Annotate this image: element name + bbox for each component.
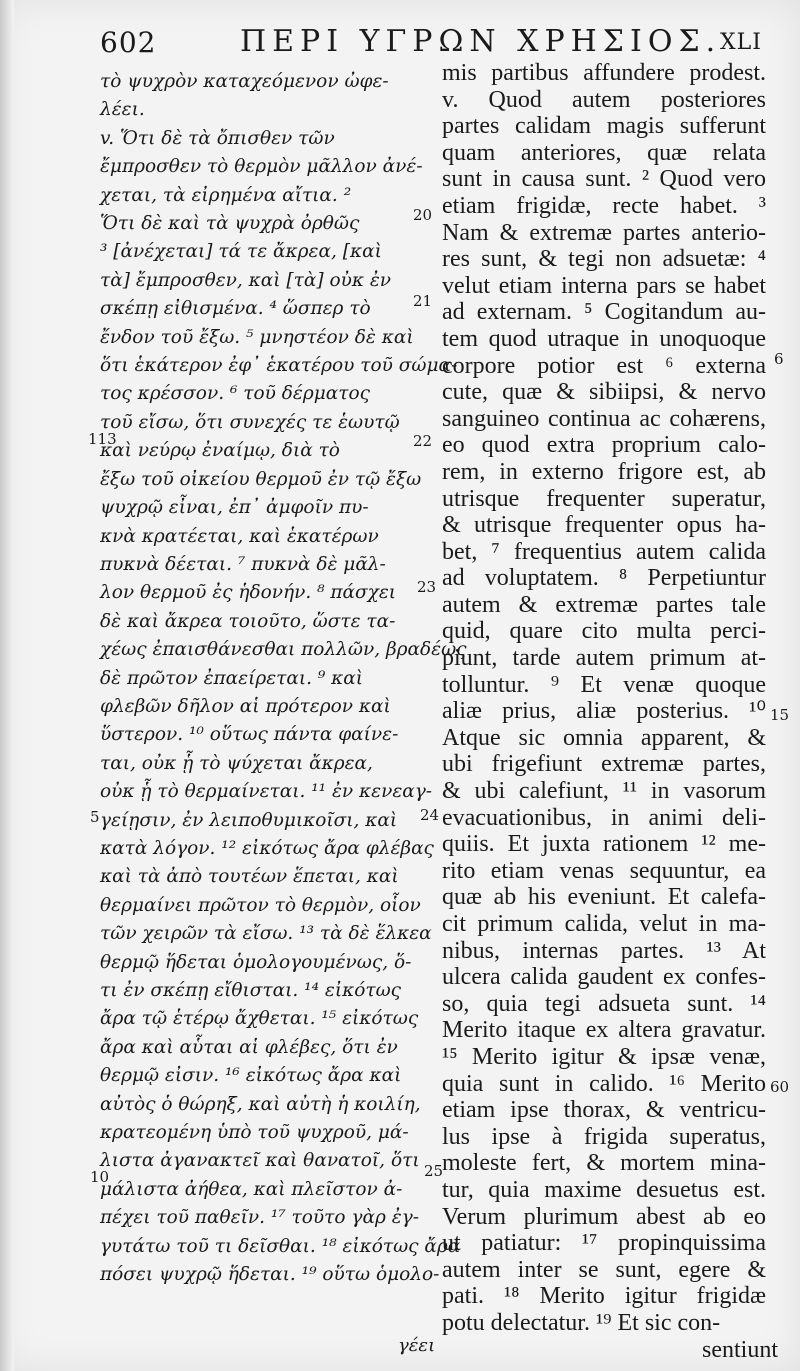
greek-text-line: ὕστερον. ¹⁰ οὕτως πάντα φαίνε-: [100, 724, 399, 746]
page-gutter-shadow: [0, 0, 14, 1371]
latin-text-line: quam anteriores, quæ relata: [442, 139, 766, 166]
latin-text-line: Merito itaque ex altera gravatur.: [442, 1017, 766, 1044]
running-title: ΠΕΡΙ ΥΓΡΩΝ ΧΡΗΣΙΟΣ.: [240, 24, 722, 59]
greek-text-line: θερμῷ ἥδεται ὁμολογουμένως, ὅ-: [100, 951, 412, 973]
greek-text-line: τὸ ψυχρὸν καταχεόμενον ὠφε-: [100, 71, 389, 92]
latin-text-line: ut patiatur: ¹⁷ propinquissima: [442, 1230, 766, 1257]
latin-text-line: aliæ prius, aliæ posterius. ¹⁰: [442, 698, 766, 725]
latin-text-line: rem, in externo frigore est, ab: [442, 458, 766, 485]
greek-text-line: τῶν χειρῶν τὰ εἴσω. ¹³ τὰ δὲ ἕλκεα: [100, 923, 432, 945]
latin-text-line: & utrisque frequenter opus ha-: [442, 512, 766, 539]
latin-text-line: bet, ⁷ frequentius autem calida: [442, 538, 766, 565]
greek-text-line: καὶ τὰ ἀπὸ τουτέων ἕπεται, καὶ: [100, 866, 399, 888]
latin-text-line: partes calidam magis sufferunt: [442, 113, 766, 140]
latin-text-line: quia sunt in calido. ¹⁶ Merito: [442, 1070, 766, 1097]
center-line-number: 25: [424, 1162, 444, 1180]
latin-text-line: quiis. Et juxta rationem ¹² me-: [442, 831, 766, 858]
latin-column: [442, 60, 766, 1337]
greek-text-line: ἄρα τῷ ἑτέρῳ ἄχθεται. ¹⁵ εἰκότως: [100, 1008, 419, 1030]
latin-text-line: potu delectatur. ¹⁹ Et sic con-: [442, 1309, 721, 1336]
right-margin-number: 6: [774, 350, 784, 368]
latin-text-line: rito etiam venas sequuntur, ea: [442, 857, 766, 884]
greek-text-line: φλεβῶν δῆλον αἱ πρότερον καὶ: [100, 695, 391, 717]
greek-text-line: ται, οὐκ ᾗ τὸ ψύχεται ἄκρεα,: [100, 752, 373, 774]
greek-text-line: κρατεομένη ὑπὸ τοῦ ψυχροῦ, μά-: [100, 1122, 409, 1144]
greek-text-line: γείῃσιν, ἐν λειποθυμικοῖσι, καὶ: [100, 809, 398, 831]
right-margin-number: 15: [770, 706, 790, 724]
greek-text-line: κατὰ λόγον. ¹² εἰκότως ἄρα φλέβας: [100, 837, 434, 859]
greek-text-line: χεται, τὰ εἰρημένα αἴτια. ²: [100, 184, 352, 206]
latin-text-line: nibus, internas partes. ¹³ At: [442, 937, 766, 964]
greek-text-line: ἔμπροσθεν τὸ θερμὸν μᾶλλον ἀνέ-: [100, 156, 423, 178]
greek-text-line: μάλιστα ἀήθεα, καὶ πλεῖστον ἀ-: [100, 1178, 403, 1200]
latin-text-line: piunt, tarde autem primum at-: [442, 645, 766, 672]
greek-text-line: δὲ πρῶτον ἐπαείρεται. ⁹ καὶ: [100, 667, 364, 689]
latin-text-line: res sunt, & tegi non adsuetæ: ⁴: [442, 246, 766, 273]
greek-margin-number: 113: [88, 430, 117, 448]
greek-text-line: οὐκ ᾗ τὸ θερμαίνεται. ¹¹ ἐν κενεαγ-: [100, 781, 433, 803]
latin-text-line: pati. ¹⁸ Merito igitur frigidæ: [442, 1283, 766, 1310]
greek-text-line: πόσει ψυχρῷ ἥδεται. ¹⁹ οὕτω ὁμολο-: [100, 1264, 440, 1286]
greek-text-line: θερμῷ εἰσιν. ¹⁶ εἰκότως ἄρα καὶ: [100, 1065, 402, 1087]
page-number: 602: [100, 26, 157, 59]
greek-text-line: ἔξω τοῦ οἰκείου θερμοῦ ἐν τῷ ἔξω: [100, 468, 422, 490]
greek-text-line: λέει.: [100, 99, 145, 121]
greek-text-line: θερμαίνει πρῶτον τὸ θερμὸν, οἷον: [100, 894, 421, 916]
latin-text-line: v. Quod autem posteriores: [442, 86, 766, 113]
latin-text-line: eo quod extra proprium calo-: [442, 432, 766, 459]
latin-text-line: tolluntur. ⁹ Et venæ quoque: [442, 671, 766, 698]
latin-text-line: mis partibus affundere prodest.: [442, 60, 766, 86]
latin-text-line: lus ipse à frigida superatus,: [442, 1123, 766, 1150]
latin-text-line: cit primum calida, velut in ma-: [442, 911, 766, 937]
greek-text-line: λιστα ἀγανακτεῖ καὶ θανατοῖ, ὅτι: [100, 1150, 420, 1172]
latin-text-line: sanguineo continua ac cohærens,: [442, 405, 766, 432]
greek-text-line: δὲ καὶ ἄκρεα τοιοῦτο, ὥστε τα-: [100, 610, 396, 632]
greek-catchword: γέει: [398, 1335, 436, 1356]
greek-text-line: γυτάτω τοῦ τι δεῖσθαι. ¹⁸ εἰκότως ἄρα: [100, 1235, 461, 1257]
latin-text-line: velut etiam interna pars se habet: [442, 272, 766, 299]
greek-text-line: v. Ὅτι δὲ τὰ ὄπισθεν τῶν: [100, 127, 335, 149]
signature-mark: XLI: [720, 30, 762, 55]
latin-text-line: evacuationibus, in animi deli-: [442, 804, 766, 831]
latin-text-line: tem quod utraque in unoquoque: [442, 325, 766, 352]
greek-text-line: Ὅτι δὲ καὶ τὰ ψυχρὰ ὀρθῶς: [100, 213, 360, 235]
latin-text-line: so, quia tegi adsueta sunt. ¹⁴: [442, 990, 766, 1017]
greek-text-line: χέως ἐπαισθάνεσθαι πολλῶν, βραδέως: [100, 639, 467, 661]
latin-catchword: sentiunt: [702, 1337, 778, 1363]
center-line-number: 21: [413, 292, 433, 310]
center-line-number: 24: [420, 806, 440, 824]
greek-margin-number: 5: [90, 808, 100, 826]
center-line-number: 23: [417, 578, 437, 596]
latin-text-line: ad externam. ⁵ Cogitandum au-: [442, 299, 766, 326]
greek-text-line: αὐτὸς ὁ θώρηξ, καὶ αὐτὴ ἡ κοιλίη,: [100, 1093, 421, 1115]
greek-text-line: πέχει τοῦ παθεῖν. ¹⁷ τοῦτο γὰρ ἐγ-: [100, 1207, 419, 1229]
greek-text-line: τι ἐν σκέπῃ εἴθισται. ¹⁴ εἰκότως: [100, 980, 402, 1001]
latin-text-line: ubi frigefiunt extremæ partes,: [442, 751, 766, 778]
greek-text-line: ³ [ἀνέχεται] τά τε ἄκρεα, [καὶ: [100, 241, 382, 263]
greek-text-line: ὅτι ἑκάτερον ἐφ᾽ ἑκατέρου τοῦ σώμα-: [100, 355, 458, 377]
greek-text-line: καὶ νεύρῳ ἐναίμῳ, διὰ τὸ: [100, 440, 340, 462]
greek-text-line: τὰ] ἔμπροσθεν, καὶ [τὰ] οὐκ ἐν: [100, 269, 392, 291]
greek-margin-number: 10: [90, 1168, 110, 1186]
latin-text-line: corpore potior est ⁶ externa: [442, 352, 766, 379]
center-line-number: 20: [413, 206, 433, 224]
latin-text-line: ad voluptatem. ⁸ Perpetiuntur: [442, 565, 766, 592]
latin-text-line: etiam frigidæ, recte habet. ³: [442, 192, 766, 219]
greek-text-line: ἄρα καὶ αὗται αἱ φλέβες, ὅτι ἐν: [100, 1036, 398, 1058]
greek-text-line: σκέπῃ εἰθισμένα. ⁴ ὥσπερ τὸ: [100, 298, 371, 320]
greek-text-line: τος κρέσσον. ⁶ τοῦ δέρματος: [100, 383, 370, 405]
latin-text-line: sunt in causa sunt. ² Quod vero: [442, 166, 766, 193]
latin-text-line: & ubi calefiunt, ¹¹ in vasorum: [442, 778, 766, 805]
latin-text-line: autem inter se sunt, egere &: [442, 1256, 766, 1283]
latin-text-line: quæ ab his eveniunt. Et calefa-: [442, 884, 766, 911]
page-header: [0, 14, 800, 59]
latin-text-line: ulcera calida gaudent ex confes-: [442, 964, 766, 991]
center-line-number: 22: [413, 432, 433, 450]
latin-text-line: ¹⁵ Merito igitur & ipsæ venæ,: [442, 1043, 766, 1070]
latin-text-line: autem & extremæ partes tale: [442, 591, 766, 618]
latin-text-line: Verum plurimum abest ab eo: [442, 1203, 766, 1230]
greek-text-line: ἔνδον τοῦ ἔξω. ⁵ μνηστέον δὲ καὶ: [100, 326, 414, 348]
greek-text-line: λον θερμοῦ ἐς ἡδονήν. ⁸ πάσχει: [100, 582, 397, 604]
latin-text-line: tur, quia maxime desuetus est.: [442, 1176, 766, 1203]
latin-text-line: cute, quæ & sibiipsi, & nervo: [442, 379, 766, 406]
latin-text-line: utrisque frequenter superatur,: [442, 485, 766, 512]
latin-text-line: Nam & extremæ partes anterio-: [442, 219, 766, 246]
latin-text-line: Atque sic omnia apparent, &: [442, 724, 766, 751]
latin-text-line: quid, quare cito multa perci-: [442, 618, 766, 645]
greek-text-line: πυκνὰ δέεται. ⁷ πυκνὰ δὲ μᾶλ-: [100, 553, 386, 575]
right-margin-number: 60: [770, 1078, 790, 1096]
latin-text-line: moleste fert, & mortem mina-: [442, 1150, 766, 1177]
greek-text-line: κνὰ κρατέεται, καὶ ἑκατέρων: [100, 525, 379, 547]
greek-text-line: ψυχρῷ εἶναι, ἐπ᾽ ἀμφοῖν πυ-: [100, 497, 369, 519]
latin-text-line: etiam ipse thorax, & ventricu-: [442, 1097, 766, 1124]
greek-text-line: τοῦ εἴσω, ὅτι συνεχές τε ἑωυτῷ: [100, 411, 400, 433]
